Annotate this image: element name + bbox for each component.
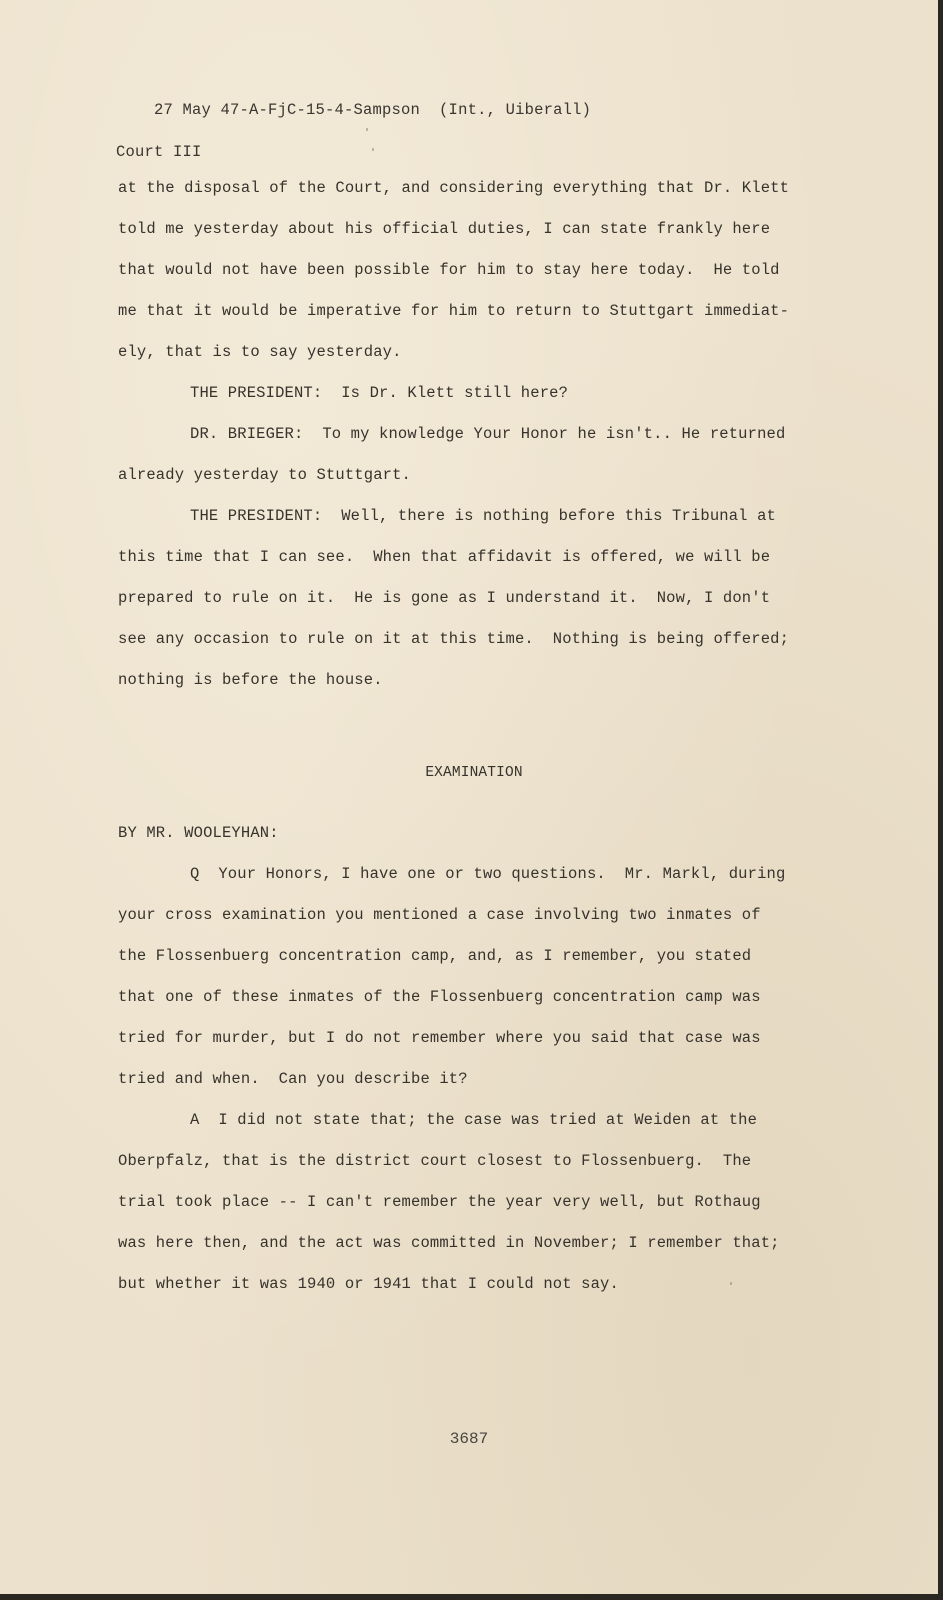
text-line: Oberpfalz, that is the district court closest to Flossenbuerg. The xyxy=(118,1152,752,1170)
text-line: this time that I can see. When that affidavit is offered, we will be xyxy=(118,548,771,566)
text-line: was here then, and the act was committed in November; I remember that; xyxy=(118,1234,780,1252)
text-line: the Flossenbuerg concentration camp, and, as I remember, you stated xyxy=(118,947,752,965)
text-line: trial took place -- I can't remember the year very well, but Rothaug xyxy=(118,1193,761,1211)
question-line: Q Your Honors, I have one or two questions. Mr. Markl, during xyxy=(190,865,786,883)
transcript-body xyxy=(118,176,848,1313)
scan-edge-bottom xyxy=(0,1594,943,1600)
paper-speck xyxy=(366,128,368,131)
text-line: nothing is before the house. xyxy=(118,671,383,689)
text-line: already yesterday to Stuttgart. xyxy=(118,466,411,484)
scan-edge-right xyxy=(938,0,943,1600)
page-number: 3687 xyxy=(449,1430,489,1448)
header-court: Court III xyxy=(116,143,202,161)
examiner-line: BY MR. WOOLEYHAN: xyxy=(118,824,279,842)
spacer xyxy=(118,709,848,761)
header-case-reference: 27 May 47-A-FjC-15-4-Sampson (Int., Uiberall) xyxy=(154,101,592,119)
text-line: that would not have been possible for him to stay here today. He told xyxy=(118,261,780,279)
speaker-line-president: THE PRESIDENT: Is Dr. Klett still here? xyxy=(190,384,569,402)
section-heading-examination: EXAMINATION xyxy=(425,765,523,781)
speaker-line-president: THE PRESIDENT: Well, there is nothing before this Tribunal at xyxy=(190,507,776,525)
text-line: ely, that is to say yesterday. xyxy=(118,343,402,361)
text-line: prepared to rule on it. He is gone as I understand it. Now, I don't xyxy=(118,589,771,607)
text-line: that one of these inmates of the Flossenbuerg concentration camp was xyxy=(118,988,761,1006)
text-line: tried for murder, but I do not remember where you said that case was xyxy=(118,1029,761,1047)
paper-speck xyxy=(372,148,374,151)
text-line: told me yesterday about his official duties, I can state frankly here xyxy=(118,220,771,238)
text-line: tried and when. Can you describe it? xyxy=(118,1070,468,1088)
speaker-line-brieger: DR. BRIEGER: To my knowledge Your Honor he isn't.. He returned xyxy=(190,425,786,443)
text-line: your cross examination you mentioned a case involving two inmates of xyxy=(118,906,761,924)
text-line: me that it would be imperative for him to return to Stuttgart immediat- xyxy=(118,302,790,320)
paper-speck xyxy=(730,1282,732,1285)
text-line: at the disposal of the Court, and considering everything that Dr. Klett xyxy=(118,179,790,197)
text-line: but whether it was 1940 or 1941 that I could not say. xyxy=(118,1275,619,1293)
answer-line: A I did not state that; the case was tried at Weiden at the xyxy=(190,1111,758,1129)
text-line: see any occasion to rule on it at this time. Nothing is being offered; xyxy=(118,630,790,648)
